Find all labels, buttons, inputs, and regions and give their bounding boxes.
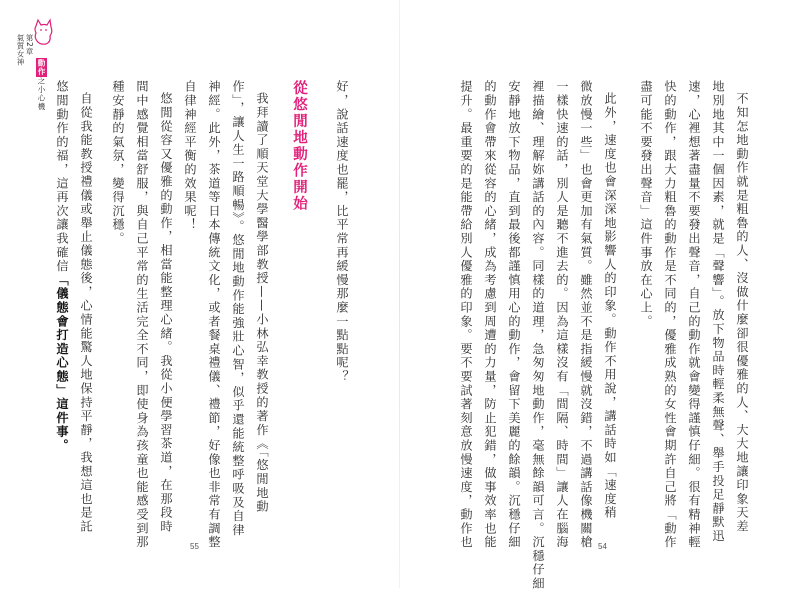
right-para2-line6: 的動作會帶來從容的心緒，成為考慮到周遭的力量，防止犯錯，做事效率也能 [483, 80, 497, 550]
right-para2-line1: 此外，速度也會深深地影響人的印象。動作不用說，講話時如「速度稍 [603, 92, 617, 520]
left-para2-line3: 種安靜的氣氛，變得沉穩。 [111, 80, 125, 246]
page-gutter [399, 0, 400, 588]
page-number-right: 54 [598, 542, 607, 551]
right-para2-line7: 提升。最重要的是能帶給別人優雅的印象。要不要試著刻意放慢速度，動作也 [459, 80, 473, 550]
right-para1-line2: 地別地其中一個因素，就是「聲響」。放下物品時輕柔無聲、舉手投足靜默迅 [711, 80, 725, 544]
chapter-name: 氣質女神 [16, 34, 25, 66]
chapter-number: 第2章 [25, 34, 34, 56]
left-para1-line3: 神經。此外，茶道等日本傳統文化，或者餐桌禮儀、禮節，好像也非常有調整 [207, 80, 221, 550]
right-para2-line3: 一樣快速的話，別人是聽不進去的。因為這樣沒有「間隔、時間」讓人在腦海 [555, 80, 569, 550]
left-para3-line1: 自從我能教授禮儀或舉止儀態後，心情能驚人地保持平靜，我想這也是託 [79, 92, 93, 534]
page-number-left: 55 [190, 542, 199, 551]
chapter-title [16, 34, 34, 66]
right-para2-line5: 安靜地放下物品，直到最後都謹慎用心的動作，會留下美麗的餘韻。沉穩仔細 [507, 80, 521, 550]
chapter-subtitle [36, 58, 47, 111]
chapter-badge: 動作 [37, 59, 46, 76]
left-para1-line4: 自律神經平衡的效果呢！ [183, 80, 197, 232]
right-para2-line2: 微放慢一些」也會更加有氣質。雖然並不是指緩慢就沒錯，不過講話像機關槍 [579, 80, 593, 550]
right-para1-line4: 快的動作，跟大力粗魯的動作是不同的，優雅成熟的女性會期許自己將「動作 [663, 80, 677, 550]
left-para2-line2: 間中感覺相當舒服，與自己平常的生活完全不同，即使身為孩童也能感受到那 [135, 80, 149, 550]
left-intro-line1: 好，說話速度也罷，比平常再緩慢那麼一點點呢？ [335, 80, 349, 384]
section-heading: 從悠閒地動作開始 [291, 80, 307, 212]
left-para2-line1: 悠閒從容又優雅的動作，相當能整理心緒。我從小便學習茶道，在那段時 [159, 92, 173, 534]
right-para1-line3: 速，心裡想著盡量不要發出聲音，自己的動作就會變得謹慎仔細。很有精神輕 [687, 80, 701, 550]
right-para2-line4: 裡描繪、理解妳講話的內容。同樣的道理，急匆匆地動作，毫無餘韻可言。沉穩仔細 [531, 80, 545, 591]
right-para1-line1: 不知怎地動作就是粗魯的人、沒做什麼卻很優雅的人、大大地讓印象天差 [735, 92, 749, 534]
left-para1-line1: 我拜讀了順天堂大學醫學部教授——小林弘幸教授的著作《「悠閒地動 [255, 92, 269, 514]
left-para1-line2: 作」，讓人生一路順暢》。悠閒地動作能強壯心智，似乎還能統整呼吸及自律 [231, 80, 245, 537]
left-para3-line2 [50, 80, 74, 453]
cat-mascot-icon [32, 18, 54, 46]
emphasis-text: 「儀態會打造心態」這件事。 [55, 273, 69, 453]
left-para3-line2-text: 悠閒動作的福，這再次讓我確信 [55, 80, 69, 274]
chapter-sub-text: 之小心機 [37, 77, 46, 111]
right-para1-line5: 盡可能不要發出聲音」這件事放在心上。 [639, 80, 653, 329]
